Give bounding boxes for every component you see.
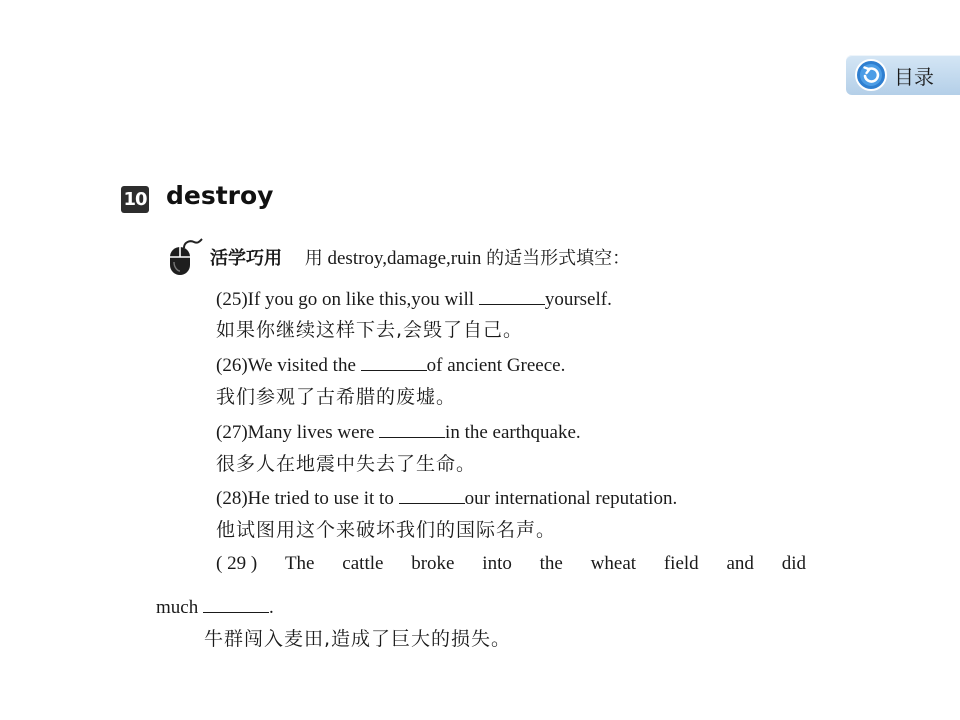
answer-blank[interactable] (361, 352, 427, 371)
item-text-after: of ancient Greece. (426, 355, 566, 376)
exercise-item-29-line2 (156, 594, 274, 620)
item-text-after: in the earthquake. (445, 422, 581, 443)
instruction-prefix: 用 (304, 248, 323, 269)
item-word: wheat (590, 553, 637, 574)
item-translation-25: 如果你继续这样下去,会毁了自己。 (216, 319, 524, 341)
instruction (210, 244, 630, 270)
item-translation-27: 很多人在地震中失去了生命。 (216, 453, 477, 475)
section-word: destroy (166, 181, 274, 210)
item-text-after: our international reputation. (464, 488, 678, 509)
item-word: The (284, 553, 315, 574)
instruction-words: destroy,damage,ruin (327, 248, 482, 269)
item-number: ( 29 ) (216, 553, 258, 574)
answer-blank[interactable] (479, 286, 545, 305)
item-text-before: much (156, 597, 203, 618)
mouse-icon (166, 236, 206, 276)
exercise-item-28 (216, 485, 677, 511)
item-word: field (663, 553, 699, 574)
item-text-after: yourself. (544, 289, 612, 310)
item-number: (26) (216, 355, 248, 376)
exercise-item-29 (216, 552, 806, 576)
answer-blank[interactable] (399, 485, 465, 504)
item-translation-26: 我们参观了古希腊的废墟。 (216, 386, 457, 408)
item-word: broke (411, 553, 455, 574)
refresh-circle-icon (854, 58, 888, 92)
item-text-before: If you go on like this,you will (247, 289, 479, 310)
exercise-item-26 (216, 352, 565, 378)
item-text-before: Many lives were (247, 422, 380, 443)
item-text-before: He tried to use it to (247, 488, 399, 509)
item-translation-29: 牛群闯入麦田,造成了巨大的损失。 (204, 628, 512, 650)
item-translation-28: 他试图用这个来破坏我们的国际名声。 (216, 519, 557, 541)
item-text-after: . (268, 597, 274, 618)
item-word: the (539, 553, 563, 574)
item-number: (27) (216, 422, 248, 443)
exercise-item-27 (216, 419, 581, 445)
toc-button[interactable] (846, 55, 960, 95)
item-word: and (726, 553, 754, 574)
item-number: (25) (216, 289, 248, 310)
item-word: cattle (342, 553, 384, 574)
toc-label: 目录 (894, 64, 934, 89)
answer-blank[interactable] (379, 419, 445, 438)
item-number: (28) (216, 488, 248, 509)
instruction-suffix: 的适当形式填空： (486, 248, 631, 269)
answer-blank[interactable] (203, 594, 269, 613)
item-word: did (781, 553, 806, 574)
instruction-tag: 活学巧用 (210, 248, 282, 269)
item-word: into (482, 553, 512, 574)
item-text-before: We visited the (247, 355, 361, 376)
exercise-item-25 (216, 286, 612, 312)
section-number-badge: 10 (121, 186, 149, 213)
